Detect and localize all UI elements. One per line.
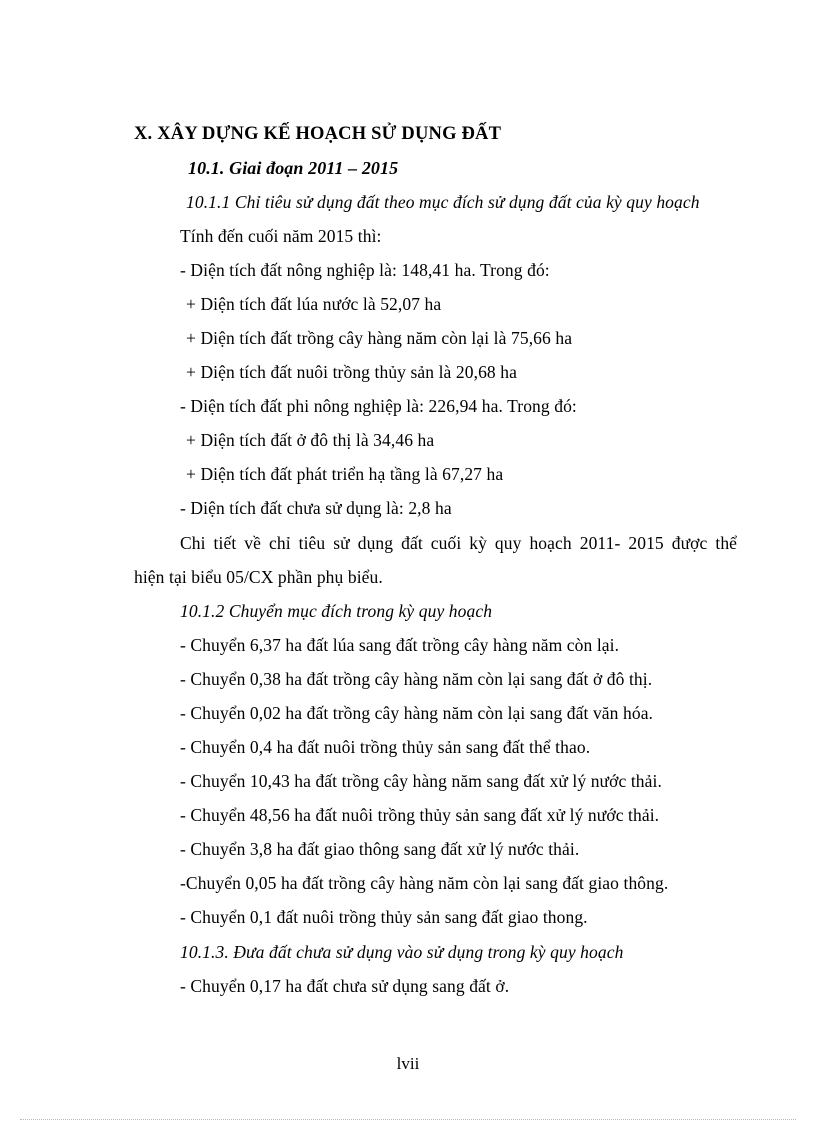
agri-total-line: - Diện tích đất nông nghiệp là: 148,41 ha. Trong đó:	[180, 260, 550, 280]
nonagri-item: + Diện tích đất phát triển hạ tầng là 67,27 ha	[186, 464, 504, 484]
conversion-item: - Chuyển 0,02 ha đất trồng cây hàng năm còn lại sang đất văn hóa.	[180, 703, 654, 723]
unused-land-line: - Diện tích đất chưa sử dụng là: 2,8 ha	[180, 498, 452, 518]
conversion-item: - Chuyển 3,8 ha đất giao thông sang đất xử lý nước thải.	[180, 839, 580, 859]
agri-item: + Diện tích đất lúa nước là 52,07 ha	[186, 294, 442, 314]
subsection-heading-10-1-3: 10.1.3. Đưa đất chưa sử dụng vào sử dụng trong kỳ quy hoạch	[180, 942, 624, 962]
conversion-item: - Chuyển 6,37 ha đất lúa sang đất trồng cây hàng năm còn lại.	[180, 635, 620, 655]
conversion-item: -Chuyển 0,05 ha đất trồng cây hàng năm còn lại sang đất giao thông.	[180, 873, 669, 893]
conversion-item: - Chuyển 0,38 ha đất trồng cây hàng năm còn lại sang đất ở đô thị.	[180, 669, 653, 689]
page-bottom-divider	[20, 1119, 796, 1120]
conversion-item: - Chuyển 48,56 ha đất nuôi trồng thủy sản sang đất xử lý nước thải.	[180, 805, 660, 825]
agri-item: + Diện tích đất trồng cây hàng năm còn lại là 75,66 ha	[186, 328, 573, 348]
intro-paragraph: Tính đến cuối năm 2015 thì:	[180, 226, 382, 246]
nonagri-item: + Diện tích đất ở đô thị là 34,46 ha	[186, 430, 435, 450]
detail-paragraph-line-1: Chi tiết về chỉ tiêu sử dụng đất cuối kỳ quy hoạch 2011- 2015 được thể	[180, 533, 738, 553]
conversion-item: - Chuyển 0,1 đất nuôi trồng thủy sản sang đất giao thong.	[180, 907, 588, 927]
page-number: lvii	[396, 1054, 420, 1073]
nonagri-total-line: - Diện tích đất phi nông nghiệp là: 226,94 ha. Trong đó:	[180, 396, 577, 416]
subsection-heading-10-1-2: 10.1.2 Chuyển mục đích trong kỳ quy hoạch	[180, 601, 493, 621]
subsection-heading-10-1-1: 10.1.1 Chỉ tiêu sử dụng đất theo mục đích sử dụng đất của kỳ quy hoạch	[186, 192, 700, 212]
conversion-item: - Chuyển 0,4 ha đất nuôi trồng thủy sản sang đất thể thao.	[180, 737, 591, 757]
subsection-title: 10.1. Giai đoạn 2011 – 2015	[188, 158, 399, 178]
agri-item: + Diện tích đất nuôi trồng thủy sản là 20,68 ha	[186, 362, 517, 382]
section-title: X. XÂY DỰNG KẾ HOẠCH SỬ DỤNG ĐẤT	[134, 124, 502, 144]
unused-conversion-item: - Chuyển 0,17 ha đất chưa sử dụng sang đất ở.	[180, 976, 510, 996]
detail-paragraph-line-2: hiện tại biểu 05/CX phần phụ biểu.	[134, 567, 383, 587]
conversion-item: - Chuyển 10,43 ha đất trồng cây hàng năm sang đất xử lý nước thải.	[180, 771, 662, 791]
